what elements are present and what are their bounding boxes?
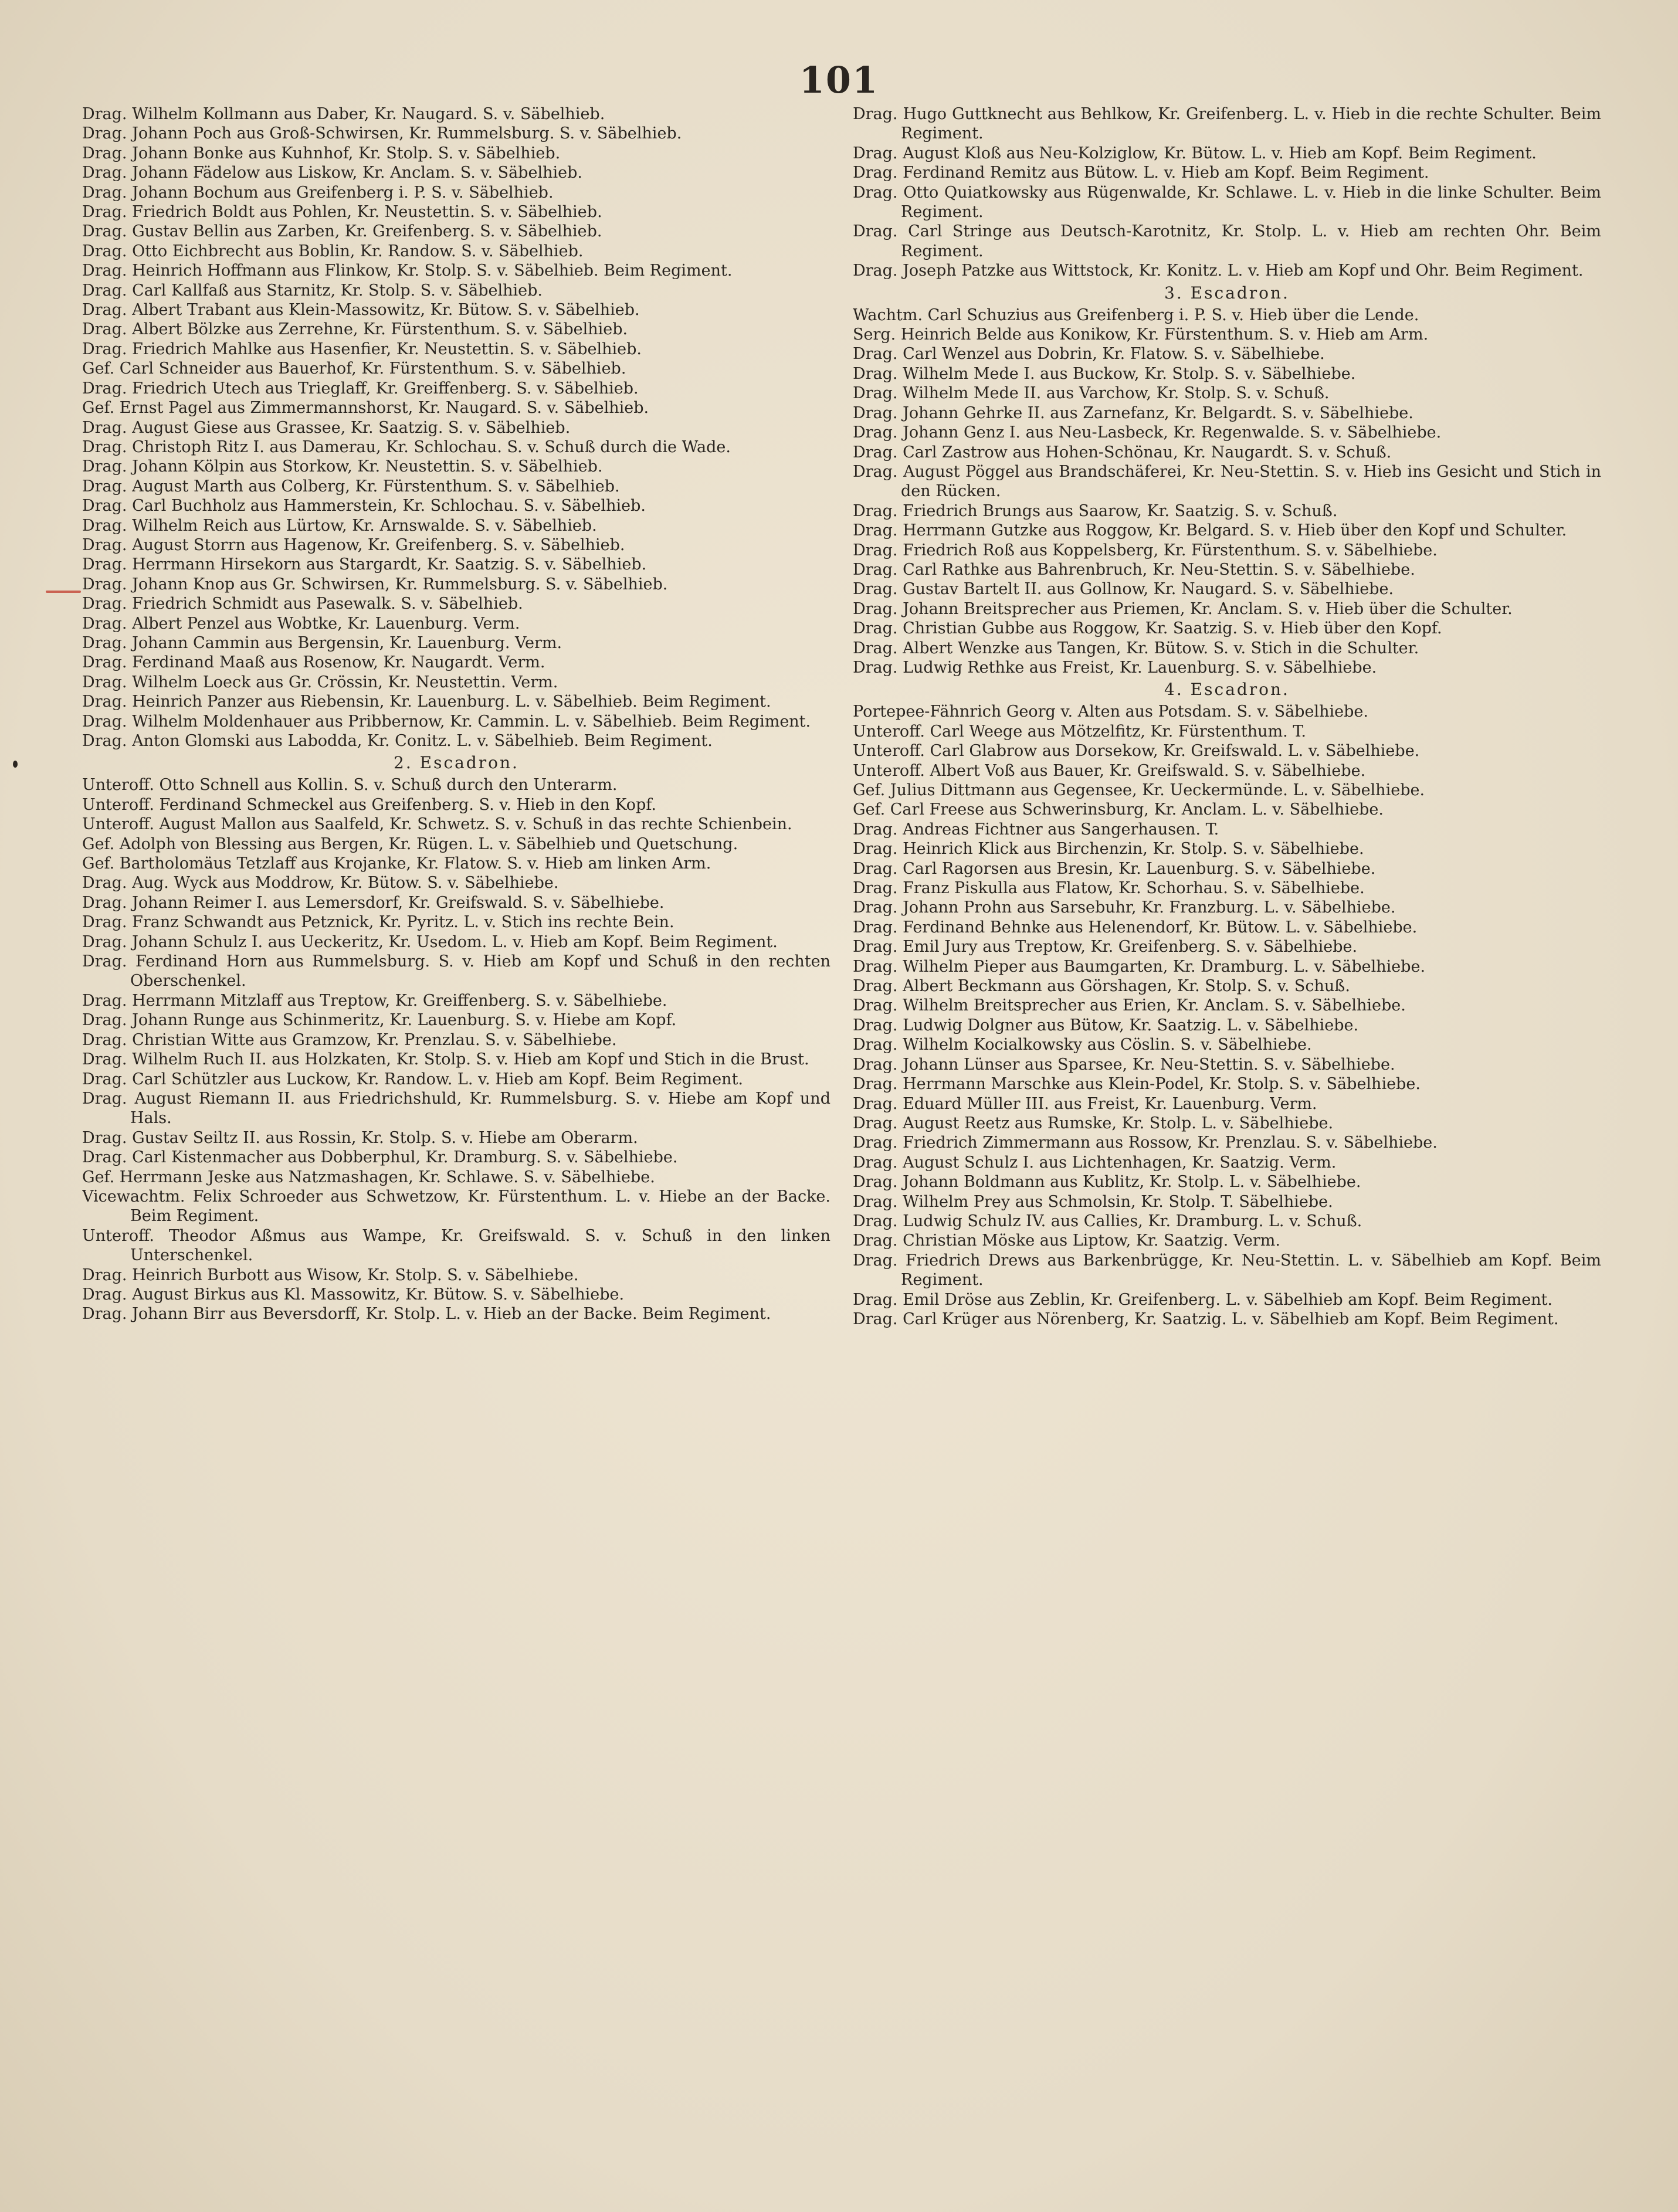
casualty-entry: Drag. August Riemann II. aus Friedrichshuld, Kr. Rummelsburg. S. v. Hiebe am Kopf und Hals. bbox=[82, 1089, 830, 1128]
casualty-entry: Drag. Wilhelm Ruch II. aus Holzkaten, Kr. Stolp. S. v. Hieb am Kopf und Stich in die Brust. bbox=[82, 1050, 809, 1069]
red-pencil-mark bbox=[46, 591, 81, 593]
casualty-entry: Drag. Johann Breitsprecher aus Priemen, Kr. Anclam. S. v. Hieb über die Schulter. bbox=[853, 599, 1513, 618]
casualty-entry: Drag. Johann Cammin aus Bergensin, Kr. Lauenburg. Verm. bbox=[82, 633, 562, 652]
casualty-entry: Drag. Ferdinand Maaß aus Rosenow, Kr. Naugardt. Verm. bbox=[82, 653, 545, 672]
casualty-entry: Drag. Johann Bonke aus Kuhnhof, Kr. Stolp. S. v. Säbelhieb. bbox=[82, 144, 561, 162]
casualty-entry: Drag. August Birkus aus Kl. Massowitz, Kr. Bütow. S. v. Säbelhiebe. bbox=[82, 1285, 625, 1304]
page-number: 101 bbox=[799, 59, 879, 101]
casualty-entry: Drag. Friedrich Drews aus Barkenbrügge, Kr. Neu-Stettin. L. v. Säbelhieb am Kopf. Beim Regiment. bbox=[853, 1251, 1601, 1290]
casualty-entry: Drag. Friedrich Mahlke aus Hasenfier, Kr. Neustettin. S. v. Säbelhieb. bbox=[82, 340, 642, 358]
casualty-entry: Unteroff. Albert Voß aus Bauer, Kr. Greifswald. S. v. Säbelhiebe. bbox=[853, 761, 1366, 780]
casualty-entry: Unteroff. Theodor Aßmus aus Wampe, Kr. Greifswald. S. v. Schuß in den linken Unterschenkel. bbox=[82, 1226, 830, 1265]
casualty-entry: Drag. Johann Birr aus Beversdorff, Kr. Stolp. L. v. Hieb an der Backe. Beim Regiment. bbox=[82, 1305, 771, 1324]
casualty-entry: Drag. Johann Prohn aus Sarsebuhr, Kr. Franzburg. L. v. Säbelhiebe. bbox=[853, 898, 1396, 917]
casualty-entry: Drag. Wilhelm Breitsprecher aus Erien, Kr. Anclam. S. v. Säbelhiebe. bbox=[853, 996, 1406, 1015]
casualty-entry: Drag. Hugo Guttknecht aus Behlkow, Kr. Greifenberg. L. v. Hieb in die rechte Schulter. Beim Regiment. bbox=[853, 105, 1601, 143]
casualty-entry: Drag. Albert Wenzke aus Tangen, Kr. Bütow. S. v. Stich in die Schulter. bbox=[853, 639, 1419, 657]
casualty-entry: Unteroff. Otto Schnell aus Kollin. S. v. Schuß durch den Unterarm. bbox=[82, 776, 618, 795]
casualty-entry: Drag. Wilhelm Mede I. aus Buckow, Kr. Stolp. S. v. Säbelhiebe. bbox=[853, 364, 1356, 383]
casualty-entry: Drag. Heinrich Burbott aus Wisow, Kr. Stolp. S. v. Säbelhiebe. bbox=[82, 1266, 579, 1284]
casualty-entry: Drag. Christian Möske aus Liptow, Kr. Saatzig. Verm. bbox=[853, 1231, 1280, 1250]
casualty-entry: Unteroff. August Mallon aus Saalfeld, Kr. Schwetz. S. v. Schuß in das rechte Schienbein. bbox=[82, 815, 792, 834]
casualty-entry: Drag. Friedrich Roß aus Koppelsberg, Kr. Fürstenthum. S. v. Säbelhiebe. bbox=[853, 541, 1438, 559]
casualty-entry: Drag. Johann Reimer I. aus Lemersdorf, Kr. Greifswald. S. v. Säbelhiebe. bbox=[82, 893, 665, 912]
section-heading: 4. Escadron. bbox=[1164, 680, 1290, 700]
casualty-entry: Drag. Ludwig Dolgner aus Bütow, Kr. Saatzig. L. v. Säbelhiebe. bbox=[853, 1016, 1359, 1034]
section-heading: 2. Escadron. bbox=[394, 753, 519, 773]
casualty-entry: Drag. August Marth aus Colberg, Kr. Fürstenthum. S. v. Säbelhieb. bbox=[82, 477, 620, 496]
casualty-entry: Drag. Ludwig Schulz IV. aus Callies, Kr. Dramburg. L. v. Schuß. bbox=[853, 1212, 1362, 1230]
casualty-entry: Gef. Adolph von Blessing aus Bergen, Kr. Rügen. L. v. Säbelhieb und Quetschung. bbox=[82, 834, 738, 853]
casualty-entry: Drag. Heinrich Hoffmann aus Flinkow, Kr. Stolp. S. v. Säbelhieb. Beim Regiment. bbox=[82, 262, 733, 280]
text-columns bbox=[82, 104, 1601, 2151]
casualty-entry: Drag. Christian Gubbe aus Roggow, Kr. Saatzig. S. v. Hieb über den Kopf. bbox=[853, 619, 1442, 638]
casualty-entry: Drag. Friedrich Brungs aus Saarow, Kr. Saatzig. S. v. Schuß. bbox=[853, 501, 1338, 520]
casualty-entry: Drag. Johann Boldmann aus Kublitz, Kr. Stolp. L. v. Säbelhiebe. bbox=[853, 1173, 1361, 1192]
casualty-entry: Drag. Albert Penzel aus Wobtke, Kr. Lauenburg. Verm. bbox=[82, 614, 520, 633]
casualty-entry: Drag. Eduard Müller III. aus Freist, Kr. Lauenburg. Verm. bbox=[853, 1094, 1317, 1113]
casualty-entry: Drag. Otto Eichbrecht aus Boblin, Kr. Randow. S. v. Säbelhieb. bbox=[82, 242, 584, 260]
casualty-entry: Drag. Wilhelm Loeck aus Gr. Crössin, Kr. Neustettin. Verm. bbox=[82, 673, 558, 691]
section-heading: 3. Escadron. bbox=[1164, 283, 1290, 303]
casualty-entry: Drag. Anton Glomski aus Labodda, Kr. Conitz. L. v. Säbelhieb. Beim Regiment. bbox=[82, 732, 713, 750]
casualty-entry: Wachtm. Carl Schuzius aus Greifenberg i. P. S. v. Hieb über die Lende. bbox=[853, 306, 1419, 324]
casualty-entry: Drag. Franz Schwandt aus Petznick, Kr. Pyritz. L. v. Stich ins rechte Bein. bbox=[82, 913, 674, 932]
casualty-entry: Portepee-Fähnrich Georg v. Alten aus Potsdam. S. v. Säbelhiebe. bbox=[853, 703, 1368, 721]
casualty-entry: Drag. Emil Dröse aus Zeblin, Kr. Greifenberg. L. v. Säbelhieb am Kopf. Beim Regiment. bbox=[853, 1290, 1553, 1309]
casualty-entry: Drag. Johann Kölpin aus Storkow, Kr. Neustettin. S. v. Säbelhieb. bbox=[82, 457, 603, 476]
casualty-entry: Drag. Gustav Seiltz II. aus Rossin, Kr. Stolp. S. v. Hiebe am Oberarm. bbox=[82, 1128, 638, 1147]
casualty-entry: Drag. Friedrich Zimmermann aus Rossow, Kr. Prenzlau. S. v. Säbelhiebe. bbox=[853, 1134, 1438, 1152]
casualty-entry: Drag. Wilhelm Reich aus Lürtow, Kr. Arnswalde. S. v. Säbelhieb. bbox=[82, 516, 597, 535]
casualty-entry: Drag. Friedrich Schmidt aus Pasewalk. S. v. Säbelhieb. bbox=[82, 595, 523, 613]
casualty-entry: Drag. Emil Jury aus Treptow, Kr. Greifenberg. S. v. Säbelhiebe. bbox=[853, 938, 1358, 956]
casualty-entry: Drag. Carl Kallfaß aus Starnitz, Kr. Stolp. S. v. Säbelhieb. bbox=[82, 281, 543, 300]
casualty-entry: Drag. Wilhelm Prey aus Schmolsin, Kr. Stolp. T. Säbelhiebe. bbox=[853, 1192, 1333, 1211]
casualty-entry: Drag. August Storrn aus Hagenow, Kr. Greifenberg. S. v. Säbelhieb. bbox=[82, 535, 625, 554]
casualty-entry: Drag. Ludwig Rethke aus Freist, Kr. Lauenburg. S. v. Säbelhiebe. bbox=[853, 658, 1377, 677]
casualty-entry: Drag. August Schulz I. aus Lichtenhagen, Kr. Saatzig. Verm. bbox=[853, 1153, 1337, 1172]
casualty-entry: Drag. Christoph Ritz I. aus Damerau, Kr. Schlochau. S. v. Schuß durch die Wade. bbox=[82, 437, 731, 456]
casualty-entry: Drag. Carl Buchholz aus Hammerstein, Kr. Schlochau. S. v. Säbelhieb. bbox=[82, 497, 646, 515]
casualty-entry: Drag. Carl Zastrow aus Hohen-Schönau, Kr. Naugardt. S. v. Schuß. bbox=[853, 443, 1392, 462]
casualty-entry: Drag. Friedrich Boldt aus Pohlen, Kr. Neustettin. S. v. Säbelhieb. bbox=[82, 203, 602, 222]
casualty-entry: Drag. Johann Fädelow aus Liskow, Kr. Anclam. S. v. Säbelhieb. bbox=[82, 164, 582, 182]
casualty-entry: Gef. Julius Dittmann aus Gegensee, Kr. Ueckermünde. L. v. Säbelhiebe. bbox=[853, 781, 1425, 799]
casualty-entry: Serg. Heinrich Belde aus Konikow, Kr. Fürstenthum. S. v. Hieb am Arm. bbox=[853, 325, 1429, 344]
casualty-entry: Gef. Carl Freese aus Schwerinsburg, Kr. Anclam. L. v. Säbelhiebe. bbox=[853, 800, 1384, 819]
casualty-entry: Drag. Johann Lünser aus Sparsee, Kr. Neu-Stettin. S. v. Säbelhiebe. bbox=[853, 1055, 1395, 1074]
casualty-entry: Drag. Johann Runge aus Schinmeritz, Kr. Lauenburg. S. v. Hiebe am Kopf. bbox=[82, 1011, 677, 1030]
casualty-entry: Drag. Albert Bölzke aus Zerrehne, Kr. Fürstenthum. S. v. Säbelhieb. bbox=[82, 320, 628, 339]
casualty-entry: Drag. Christian Witte aus Gramzow, Kr. Prenzlau. S. v. Säbelhiebe. bbox=[82, 1030, 617, 1049]
casualty-entry: Drag. Herrmann Hirsekorn aus Stargardt, Kr. Saatzig. S. v. Säbelhieb. bbox=[82, 555, 647, 574]
casualty-entry: Gef. Carl Schneider aus Bauerhof, Kr. Fürstenthum. S. v. Säbelhieb. bbox=[82, 359, 626, 378]
casualty-entry: Drag. Johann Poch aus Groß-Schwirsen, Kr. Rummelsburg. S. v. Säbelhieb. bbox=[82, 124, 682, 143]
casualty-entry: Drag. Herrmann Marschke aus Klein-Podel, Kr. Stolp. S. v. Säbelhiebe. bbox=[853, 1075, 1421, 1094]
casualty-entry: Drag. Otto Quiatkowsky aus Rügenwalde, Kr. Schlawe. L. v. Hieb in die linke Schulter. Beim Regiment. bbox=[853, 183, 1601, 222]
casualty-entry: Drag. Carl Krüger aus Nörenberg, Kr. Saatzig. L. v. Säbelhieb am Kopf. Beim Regiment. bbox=[853, 1309, 1559, 1328]
casualty-entry: Drag. Wilhelm Pieper aus Baumgarten, Kr. Dramburg. L. v. Säbelhiebe. bbox=[853, 957, 1426, 976]
casualty-entry: Drag. Carl Rathke aus Bahrenbruch, Kr. Neu-Stettin. S. v. Säbelhiebe. bbox=[853, 560, 1415, 579]
casualty-entry: Unteroff. Carl Glabrow aus Dorsekow, Kr. Greifswald. L. v. Säbelhiebe. bbox=[853, 742, 1420, 761]
casualty-entry: Drag. August Giese aus Grassee, Kr. Saatzig. S. v. Säbelhieb. bbox=[82, 418, 571, 437]
casualty-entry: Drag. Gustav Bartelt II. aus Gollnow, Kr. Naugard. S. v. Säbelhiebe. bbox=[853, 580, 1394, 599]
casualty-entry: Unteroff. Ferdinand Schmeckel aus Greifenberg. S. v. Hieb in den Kopf. bbox=[82, 795, 656, 814]
casualty-entry: Drag. Heinrich Klick aus Birchenzin, Kr. Stolp. S. v. Säbelhiebe. bbox=[853, 840, 1364, 859]
casualty-entry: Drag. Johann Gehrke II. aus Zarnefanz, Kr. Belgardt. S. v. Säbelhiebe. bbox=[853, 403, 1413, 422]
casualty-entry: Drag. Ferdinand Behnke aus Helenendorf, Kr. Bütow. L. v. Säbelhiebe. bbox=[853, 918, 1418, 937]
casualty-entry: Drag. Franz Piskulla aus Flatow, Kr. Schorhau. S. v. Säbelhiebe. bbox=[853, 879, 1365, 898]
casualty-entry: Drag. Wilhelm Kocialkowsky aus Cöslin. S. v. Säbelhiebe. bbox=[853, 1036, 1312, 1054]
casualty-entry: Gef. Bartholomäus Tetzlaff aus Krojanke, Kr. Flatow. S. v. Hieb am linken Arm. bbox=[82, 854, 711, 873]
casualty-entry: Drag. Ferdinand Horn aus Rummelsburg. S. v. Hieb am Kopf und Schuß in den rechten Oberschenkel. bbox=[82, 952, 830, 990]
casualty-entry: Drag. Ferdinand Remitz aus Bütow. L. v. Hieb am Kopf. Beim Regiment. bbox=[853, 164, 1429, 182]
casualty-entry: Drag. Heinrich Panzer aus Riebensin, Kr. Lauenburg. L. v. Säbelhieb. Beim Regiment. bbox=[82, 693, 771, 711]
casualty-entry: Drag. Albert Trabant aus Klein-Massowitz, Kr. Bütow. S. v. Säbelhieb. bbox=[82, 301, 640, 320]
casualty-entry: Drag. Carl Schützler aus Luckow, Kr. Randow. L. v. Hieb am Kopf. Beim Regiment. bbox=[82, 1070, 743, 1088]
casualty-entry: Drag. Albert Beckmann aus Görshagen, Kr. Stolp. S. v. Schuß. bbox=[853, 977, 1350, 996]
casualty-entry: Vicewachtm. Felix Schroeder aus Schwetzow, Kr. Fürstenthum. L. v. Hiebe an der Backe. Beim Regiment. bbox=[82, 1187, 830, 1226]
left-column bbox=[82, 104, 830, 2151]
casualty-entry: Drag. Aug. Wyck aus Moddrow, Kr. Bütow. S. v. Säbelhiebe. bbox=[82, 874, 559, 893]
casualty-entry: Drag. August Pöggel aus Brandschäferei, Kr. Neu-Stettin. S. v. Hieb ins Gesicht und Stich in den Rücken. bbox=[853, 462, 1601, 501]
casualty-entry: Drag. Gustav Bellin aus Zarben, Kr. Greifenberg. S. v. Säbelhieb. bbox=[82, 222, 602, 241]
casualty-entry: Drag. Friedrich Utech aus Trieglaff, Kr. Greiffenberg. S. v. Säbelhieb. bbox=[82, 379, 639, 398]
casualty-entry: Gef. Herrmann Jeske aus Natzmashagen, Kr. Schlawe. S. v. Säbelhiebe. bbox=[82, 1168, 655, 1186]
casualty-entry: Drag. Johann Schulz I. aus Ueckeritz, Kr. Usedom. L. v. Hieb am Kopf. Beim Regiment. bbox=[82, 932, 778, 951]
ink-dot bbox=[13, 761, 18, 768]
casualty-entry: Drag. Herrmann Gutzke aus Roggow, Kr. Belgard. S. v. Hieb über den Kopf und Schulter. bbox=[853, 521, 1567, 540]
casualty-entry: Drag. Johann Genz I. aus Neu-Lasbeck, Kr. Regenwalde. S. v. Säbelhiebe. bbox=[853, 423, 1442, 442]
casualty-entry: Drag. Wilhelm Moldenhauer aus Pribbernow, Kr. Cammin. L. v. Säbelhieb. Beim Regiment. bbox=[82, 712, 811, 731]
casualty-entry: Drag. Herrmann Mitzlaff aus Treptow, Kr. Greiffenberg. S. v. Säbelhiebe. bbox=[82, 991, 667, 1010]
casualty-entry: Unteroff. Carl Weege aus Mötzelfitz, Kr. Fürstenthum. T. bbox=[853, 722, 1306, 741]
casualty-entry: Gef. Ernst Pagel aus Zimmermannshorst, Kr. Naugard. S. v. Säbelhieb. bbox=[82, 399, 649, 418]
casualty-entry: Drag. Carl Stringe aus Deutsch-Karotnitz, Kr. Stolp. L. v. Hieb am rechten Ohr. Beim Regiment. bbox=[853, 222, 1601, 260]
casualty-entry: Drag. Joseph Patzke aus Wittstock, Kr. Konitz. L. v. Hieb am Kopf und Ohr. Beim Regiment. bbox=[853, 262, 1584, 280]
casualty-entry: Drag. Carl Wenzel aus Dobrin, Kr. Flatow. S. v. Säbelhiebe. bbox=[853, 345, 1325, 364]
right-column bbox=[853, 104, 1601, 2151]
casualty-entry: Drag. Andreas Fichtner aus Sangerhausen. T. bbox=[853, 820, 1219, 839]
casualty-entry: Drag. Johann Bochum aus Greifenberg i. P. S. v. Säbelhieb. bbox=[82, 183, 554, 202]
casualty-entry: Drag. Wilhelm Mede II. aus Varchow, Kr. Stolp. S. v. Schuß. bbox=[853, 384, 1330, 403]
casualty-entry: Drag. August Reetz aus Rumske, Kr. Stolp. L. v. Säbelhiebe. bbox=[853, 1114, 1334, 1132]
casualty-entry: Drag. Johann Knop aus Gr. Schwirsen, Kr. Rummelsburg. S. v. Säbelhieb. bbox=[82, 575, 668, 593]
casualty-entry: Drag. August Kloß aus Neu-Kolziglow, Kr. Bütow. L. v. Hieb am Kopf. Beim Regiment. bbox=[853, 144, 1537, 162]
casualty-entry: Drag. Carl Ragorsen aus Bresin, Kr. Lauenburg. S. v. Säbelhiebe. bbox=[853, 859, 1376, 878]
casualty-entry: Drag. Carl Kistenmacher aus Dobberphul, Kr. Dramburg. S. v. Säbelhiebe. bbox=[82, 1148, 678, 1167]
casualty-entry: Drag. Wilhelm Kollmann aus Daber, Kr. Naugard. S. v. Säbelhieb. bbox=[82, 105, 605, 123]
